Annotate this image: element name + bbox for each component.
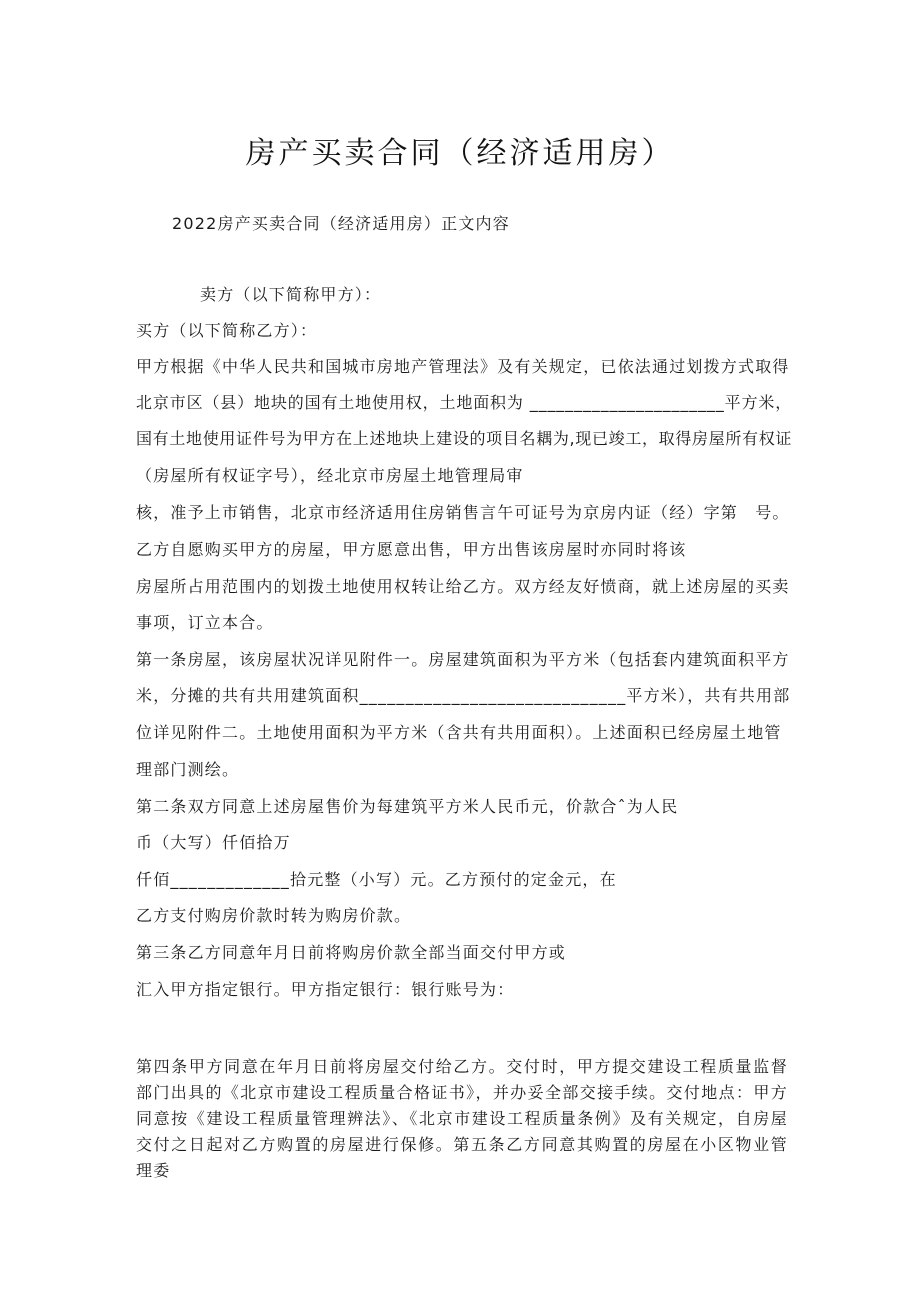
text-line: （房屋所有权证字号），经北京市房屋土地管理局审 <box>136 466 524 485</box>
text-line: 甲方根据《中华人民共和国城市房地产管理法》及有关规定，已依法通过划拨方式取得 <box>136 357 790 376</box>
text-line: 乙方自愿购买甲方的房屋，甲方愿意出售，甲方出售该房屋时亦同时将该 <box>136 540 687 559</box>
text-line: 事项，订立本合。 <box>136 613 274 632</box>
text-line: 仟佰_____________拾元整（小写）元。乙方预付的定金元，在 <box>136 870 617 889</box>
text-line: 国有土地使用证件号为甲方在上述地块上建设的项目名耦为,现已竣工，取得房屋所有权证 <box>136 429 793 448</box>
text-line: 汇入甲方指定银行。甲方指定银行：银行账号为： <box>136 980 515 999</box>
document-title: 房产买卖合同（经济适用房） <box>245 136 675 171</box>
article-4-paragraph: 第四条甲方同意在年月日前将房屋交付给乙方。交付时，甲方提交建设工程质量监督部门出具的《北京市建设工程质量合格证书》，并办妥全部交接手续。交付地点：甲方同意按《建设工程质量管理辨法》、《北京市建设工程质量条例》及有关规定，自房屋交付之日起对乙方购置的房屋进行保修。第五条乙方同意其购置的房屋在小区物业管理委 <box>136 1057 788 1180</box>
article-3-line: 第三条乙方同意年月日前将购房价款全部当面交付甲方或 <box>136 943 567 962</box>
text-line: 北京市区（县）地块的国有土地使用权，土地面积为 ______________________平方米， <box>136 393 793 412</box>
text-line: 核，准予上市销售，北京市经济适用住房销售言午可证号为京房内证（经）字第 号。 <box>136 503 790 522</box>
buyer-line: 买方（以下简称乙方）： <box>136 321 318 340</box>
article-1-line: 第一条房屋，该房屋状况详见附件一。房屋建筑面积为平方米（包括套内建筑面积平方 <box>136 650 790 669</box>
text-line: 币（大写）仟佰拾万 <box>136 833 291 852</box>
text-line: 乙方支付购房价款时转为购房价款。 <box>136 906 412 925</box>
text-line: 理部门测绘。 <box>136 760 240 779</box>
text-line: 米，分摊的共有共用建筑面积_____________________________平方米），共有共用部 <box>136 686 791 705</box>
document-subtitle: 2022房产买卖合同（经济适用房）正文内容 <box>172 214 510 233</box>
seller-line: 卖方（以下简称甲方）： <box>200 285 382 304</box>
text-line: 位详见附件二。土地使用面积为平方米（含共有共用面积）。上述面积已经房屋土地管 <box>136 723 782 742</box>
text-line: 房屋所占用范围内的划拨土地使用权转让给乙方。双方经友好愤商，就上述房屋的买卖 <box>136 577 790 596</box>
article-2-line: 第二条双方同意上述房屋售价为每建筑平方米人民币元，价款合ˆ为人民 <box>136 797 679 816</box>
